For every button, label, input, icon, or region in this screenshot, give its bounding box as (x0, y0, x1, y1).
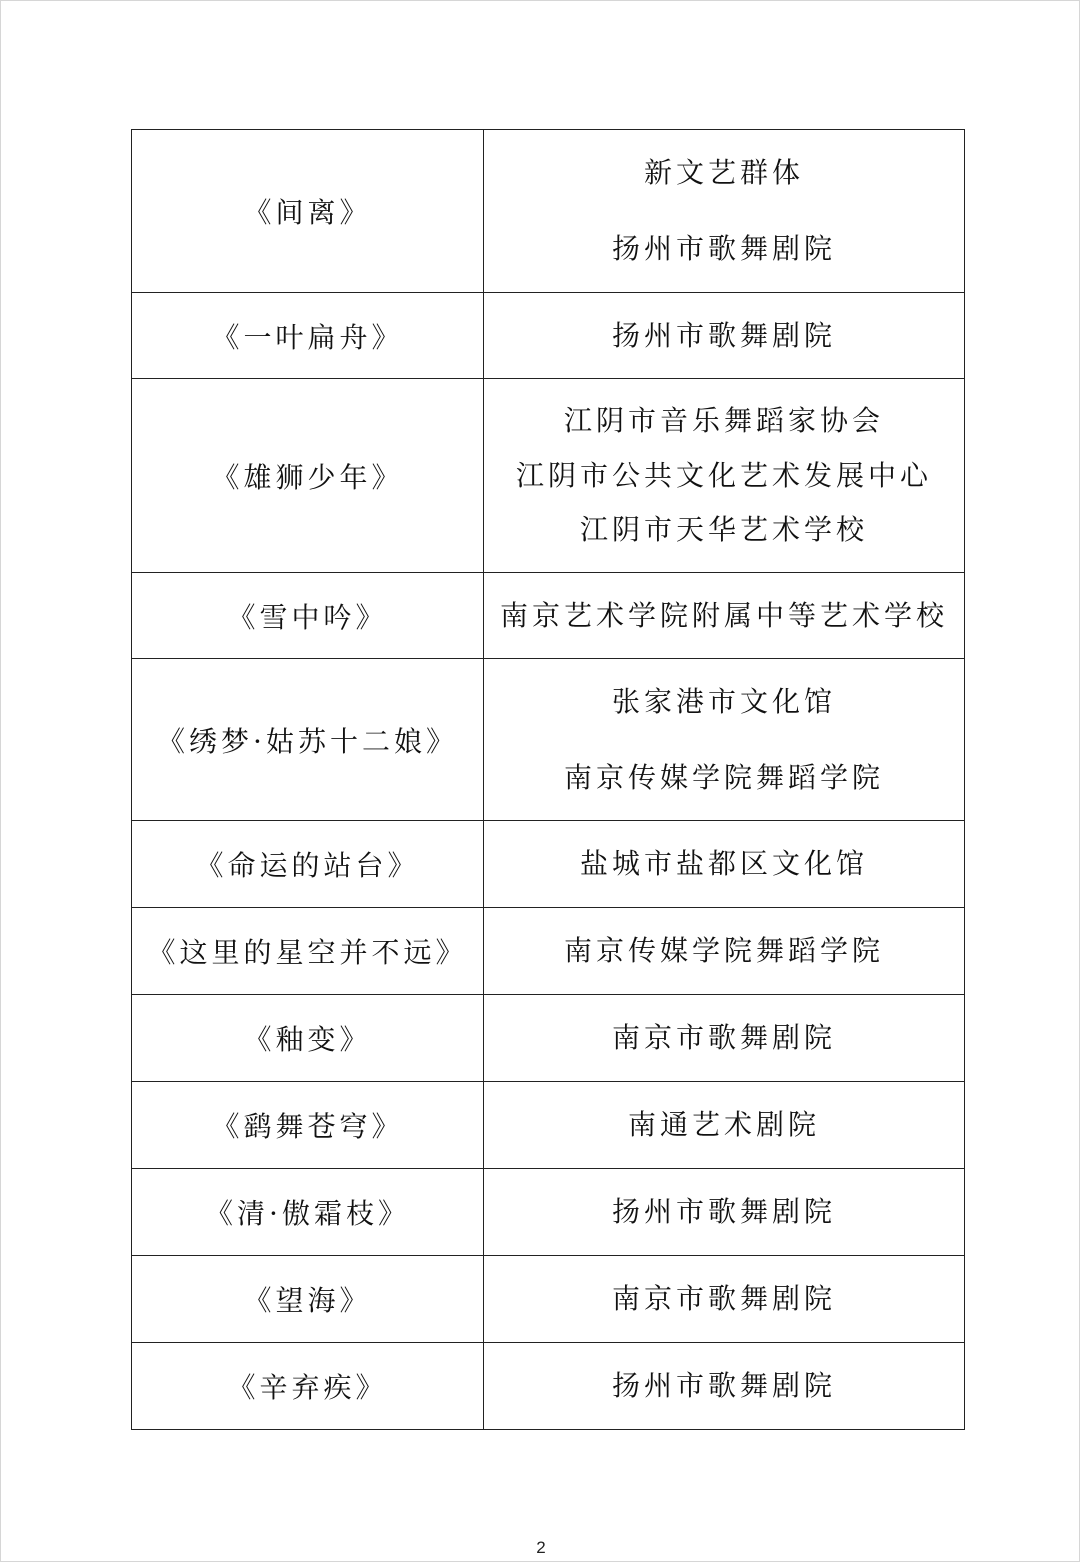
work-title: 《这里的星空并不远》 (132, 908, 484, 995)
unit-name: 南通艺术剧院 (627, 1108, 820, 1142)
table-row (132, 1343, 965, 1430)
work-title: 《间离》 (132, 130, 484, 293)
unit-name: 南京传媒学院舞蹈学院 (563, 934, 884, 968)
works-table (131, 129, 965, 1430)
work-title: 《清·傲霜枝》 (132, 1169, 484, 1256)
unit-cell (484, 573, 965, 659)
unit-name: 南京市歌舞剧院 (611, 1021, 836, 1055)
work-title: 《雪中吟》 (132, 573, 484, 659)
unit-name: 扬州市歌舞剧院 (611, 318, 836, 352)
unit-name: 扬州市歌舞剧院 (611, 1195, 836, 1229)
unit-cell (484, 130, 965, 293)
table-row (132, 908, 965, 995)
unit-name: 江阴市天华艺术学校 (579, 513, 868, 547)
unit-cell (484, 908, 965, 995)
work-title: 《望海》 (132, 1256, 484, 1343)
unit-name: 扬州市歌舞剧院 (611, 232, 836, 265)
unit-cell (484, 1082, 965, 1169)
work-title: 《一叶扁舟》 (132, 293, 484, 379)
table-row (132, 130, 965, 293)
unit-cell (484, 293, 965, 379)
unit-cell (484, 1169, 965, 1256)
unit-cell (484, 659, 965, 821)
unit-cell (484, 379, 965, 573)
table-row (132, 293, 965, 379)
unit-cell (484, 821, 965, 908)
unit-name: 南京艺术学院附属中等艺术学校 (499, 598, 948, 632)
table-row (132, 1082, 965, 1169)
table-row (132, 821, 965, 908)
table-row (132, 573, 965, 659)
unit-name: 新文艺群体 (643, 156, 804, 190)
work-title: 《釉变》 (132, 995, 484, 1082)
table-row (132, 1169, 965, 1256)
unit-name: 江阴市音乐舞蹈家协会 (563, 404, 884, 438)
unit-name: 南京传媒学院舞蹈学院 (563, 760, 884, 794)
work-title: 《命运的站台》 (132, 821, 484, 908)
table-row (132, 659, 965, 821)
table-row (132, 995, 965, 1082)
work-title: 《绣梦·姑苏十二娘》 (132, 659, 484, 821)
table-row (132, 1256, 965, 1343)
table-row (132, 379, 965, 573)
unit-name: 扬州市歌舞剧院 (611, 1369, 836, 1403)
work-title: 《鹞舞苍穹》 (132, 1082, 484, 1169)
unit-cell (484, 995, 965, 1082)
unit-cell (484, 1343, 965, 1430)
unit-cell (484, 1256, 965, 1343)
unit-name: 江阴市公共文化艺术发展中心 (515, 458, 932, 492)
work-title: 《辛弃疾》 (132, 1343, 484, 1430)
unit-name: 张家港市文化馆 (611, 684, 836, 718)
page-number: 2 (536, 1538, 546, 1557)
work-title: 《雄狮少年》 (132, 379, 484, 573)
unit-name: 南京市歌舞剧院 (611, 1282, 836, 1316)
unit-name: 盐城市盐都区文化馆 (579, 847, 868, 881)
